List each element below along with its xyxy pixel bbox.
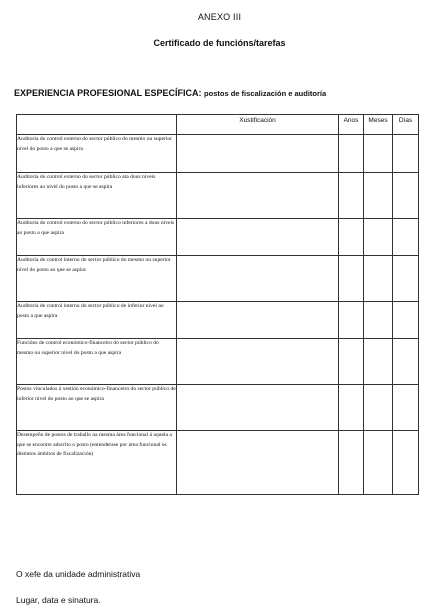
table-row <box>17 173 419 219</box>
row-description: Auditoría de control interno do sector público de inferior nivel ao posto a que aspira <box>17 302 177 339</box>
meses-cell[interactable] <box>364 135 393 173</box>
anos-cell[interactable] <box>339 302 364 339</box>
header-dias: Días <box>393 115 419 135</box>
header-anos: Anos <box>339 115 364 135</box>
dias-cell[interactable] <box>393 385 419 431</box>
dias-cell[interactable] <box>393 135 419 173</box>
section-heading-bold: EXPERIENCIA PROFESIONAL ESPECÍFICA: <box>14 88 202 98</box>
xustificacion-cell[interactable] <box>177 339 339 385</box>
row-description: Auditoría do control externo do sector público ata dous niveis inferiores ao nivel do posto a que se aspira <box>17 173 177 219</box>
row-description: Auditoría do control externo do sector público do mesmo ou superior nivel do posto a que se aspira <box>17 135 177 173</box>
row-description: Funcións de control económico-financeiro do sector público do mesmo ou superior nivel do posto a que aspira <box>17 339 177 385</box>
table-row <box>17 431 419 495</box>
anos-cell[interactable] <box>339 135 364 173</box>
xustificacion-cell[interactable] <box>177 431 339 495</box>
header-xustificacion: Xustificación <box>177 115 339 135</box>
header-description <box>17 115 177 135</box>
experience-table <box>16 114 419 495</box>
header-meses: Meses <box>364 115 393 135</box>
table-header-row <box>17 115 419 135</box>
xustificacion-cell[interactable] <box>177 135 339 173</box>
meses-cell[interactable] <box>364 219 393 256</box>
xustificacion-cell[interactable] <box>177 173 339 219</box>
section-heading <box>14 88 326 98</box>
table-row <box>17 385 419 431</box>
certificate-title: Certificado de funcións/tarefas <box>153 38 286 48</box>
meses-cell[interactable] <box>364 256 393 302</box>
section-heading-rest: postos de fiscalización e auditoría <box>204 89 327 98</box>
xustificacion-cell[interactable] <box>177 385 339 431</box>
meses-cell[interactable] <box>364 385 393 431</box>
row-description: Desempeño de postos de traballo na mesma área funcional á aquela a que se encontre adscrito o posto (entenderase por área funcional os distintos ámbitos de fiscalización) <box>17 431 177 495</box>
dias-cell[interactable] <box>393 219 419 256</box>
anos-cell[interactable] <box>339 431 364 495</box>
table-row <box>17 302 419 339</box>
meses-cell[interactable] <box>364 339 393 385</box>
signatory-label: O xefe da unidade administrativa <box>16 569 141 579</box>
anos-cell[interactable] <box>339 173 364 219</box>
dias-cell[interactable] <box>393 339 419 385</box>
meses-cell[interactable] <box>364 302 393 339</box>
row-description: Postos vinculados á xestión económico-financeiro do sector público de inferior nivel do posto ao que se aspira <box>17 385 177 431</box>
dias-cell[interactable] <box>393 256 419 302</box>
meses-cell[interactable] <box>364 431 393 495</box>
row-description: Auditoría do control externo do sector público inferiores a dous niveis ao posto a que aspira <box>17 219 177 256</box>
anos-cell[interactable] <box>339 385 364 431</box>
anos-cell[interactable] <box>339 256 364 302</box>
xustificacion-cell[interactable] <box>177 302 339 339</box>
dias-cell[interactable] <box>393 302 419 339</box>
meses-cell[interactable] <box>364 173 393 219</box>
row-description: Auditoría de control interno do sector público do mesmo ou superior nivel do posto ao que se aspira <box>17 256 177 302</box>
dias-cell[interactable] <box>393 431 419 495</box>
place-date-signature-label: Lugar, data e sinatura. <box>16 595 101 605</box>
anos-cell[interactable] <box>339 219 364 256</box>
annex-title: ANEXO III <box>197 12 242 22</box>
table-row <box>17 256 419 302</box>
table-row <box>17 135 419 173</box>
table-row <box>17 339 419 385</box>
dias-cell[interactable] <box>393 173 419 219</box>
anos-cell[interactable] <box>339 339 364 385</box>
table-row <box>17 219 419 256</box>
xustificacion-cell[interactable] <box>177 219 339 256</box>
xustificacion-cell[interactable] <box>177 256 339 302</box>
